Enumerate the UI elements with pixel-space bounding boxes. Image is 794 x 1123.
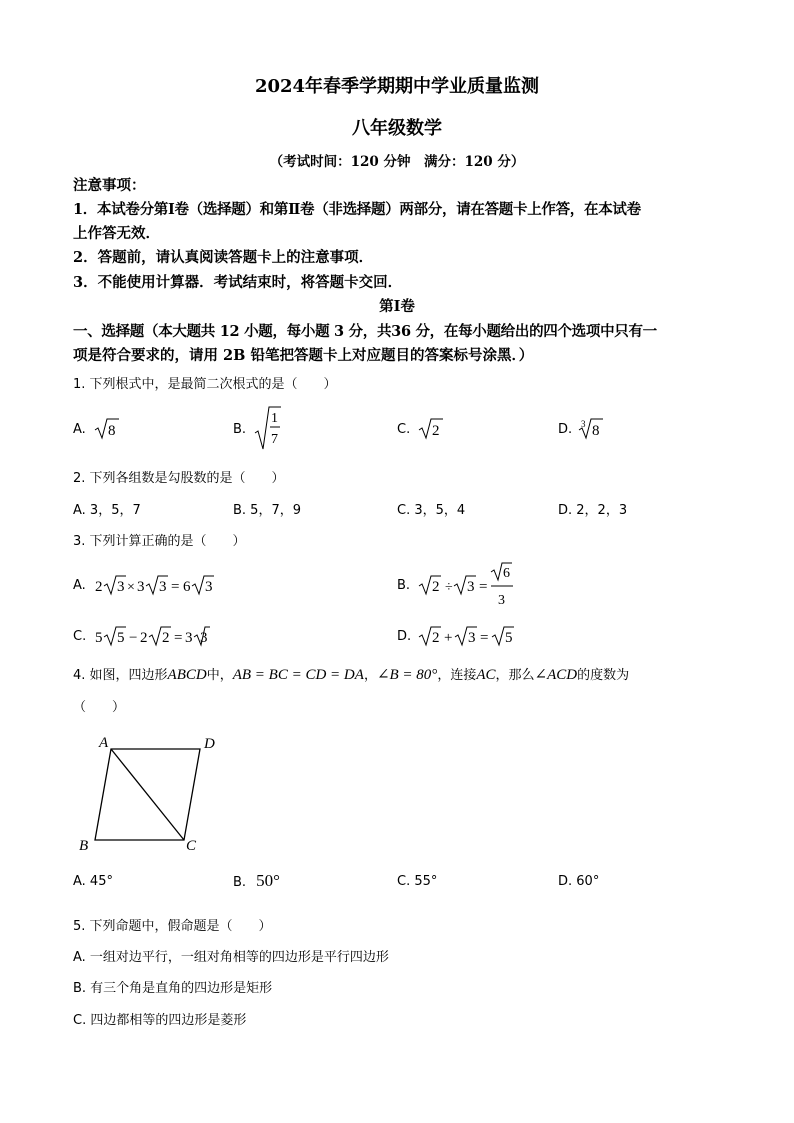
note-item-1: 1．本试卷分第Ⅰ卷（选择题）和第Ⅱ卷（非选择题）两部分，请在答题卡上作答，在本试卷 bbox=[73, 201, 641, 218]
q4-quad-name: ABCD bbox=[167, 667, 207, 683]
svg-text:5: 5 bbox=[505, 630, 513, 646]
q4-rhombus-figure bbox=[70, 730, 230, 858]
svg-text:=: = bbox=[480, 630, 489, 646]
q5-stem: 5. 下列命题中，假命题是（ ） bbox=[73, 919, 272, 934]
q3-option-c-label: C. bbox=[73, 629, 87, 644]
exam-info: （考试时间：120 分钟 满分：120 分） bbox=[269, 154, 525, 170]
q4-angle-acd: ∠ACD bbox=[534, 667, 578, 683]
q4-stem-mid3: ，那么 bbox=[495, 668, 535, 683]
q4-option-c: C. 55° bbox=[397, 874, 438, 889]
svg-text:+: + bbox=[444, 630, 453, 646]
volume-heading: 第Ⅰ卷 bbox=[379, 298, 415, 315]
q5-option-b: B. 有三个角是直角的四边形是矩形 bbox=[73, 981, 273, 996]
q2-stem: 2. 下列各组数是勾股数的是（ ） bbox=[73, 471, 285, 486]
svg-text:3: 3 bbox=[185, 630, 193, 646]
svg-text:3: 3 bbox=[205, 579, 213, 595]
q1-option-d-label: D. bbox=[558, 422, 573, 437]
svg-text:2: 2 bbox=[95, 579, 103, 595]
q3-option-b-expression bbox=[418, 562, 514, 608]
q4-equal-sides: AB = BC = CD = DA bbox=[232, 667, 364, 683]
note-item-1-cont: 上作答无效． bbox=[73, 225, 160, 242]
svg-text:8: 8 bbox=[108, 423, 116, 439]
q4-option-d: D. 60° bbox=[558, 874, 600, 889]
svg-text:2: 2 bbox=[162, 630, 170, 646]
q2-option-c: C. 3，5，4 bbox=[397, 503, 466, 518]
svg-text:3: 3 bbox=[117, 579, 125, 595]
svg-text:2: 2 bbox=[432, 630, 440, 646]
vertex-label-d: D bbox=[204, 736, 215, 752]
svg-text:1: 1 bbox=[271, 411, 278, 426]
q4-option-a: A. 45° bbox=[73, 874, 113, 889]
q1-option-d-radical bbox=[578, 417, 604, 441]
svg-text:2: 2 bbox=[432, 579, 440, 595]
q2-option-d: D. 2，2，3 bbox=[558, 503, 628, 518]
q1-option-a-label: A. bbox=[73, 422, 86, 437]
svg-text:3: 3 bbox=[137, 579, 145, 595]
svg-text:÷: ÷ bbox=[445, 580, 453, 595]
q4-stem bbox=[73, 664, 629, 684]
svg-text:3: 3 bbox=[581, 419, 586, 429]
q4-option-b-value: 50° bbox=[256, 871, 280, 890]
q4-diagonal-ac: AC bbox=[476, 667, 496, 683]
section-heading: 一、选择题（本大题共 12 小题，每小题 3 分，共36 分，在每小题给出的四个选项中只有一 bbox=[73, 323, 657, 340]
q1-option-b-radical bbox=[254, 405, 282, 451]
q2-option-a: A. 3，5，7 bbox=[73, 503, 141, 518]
svg-text:5: 5 bbox=[117, 630, 125, 646]
q3-option-d-expression bbox=[418, 624, 514, 650]
svg-text:2: 2 bbox=[432, 423, 440, 439]
q4-stem-end: 的度数为 bbox=[577, 668, 630, 683]
q2-option-b: B. 5，7，9 bbox=[233, 503, 301, 518]
svg-text:2: 2 bbox=[140, 630, 148, 646]
svg-text:=: = bbox=[171, 579, 180, 595]
q1-option-a-radical bbox=[94, 417, 120, 441]
note-item-3: 3．不能使用计算器．考试结束时，将答题卡交回． bbox=[73, 274, 403, 291]
svg-text:3: 3 bbox=[467, 579, 475, 595]
q4-separator: ， bbox=[363, 668, 377, 683]
q4-stem-pre: 4. 如图，四边形 bbox=[73, 668, 168, 683]
exam-subtitle: 八年级数学 bbox=[352, 118, 442, 139]
q1-option-c-label: C. bbox=[397, 422, 411, 437]
q4-angle-b: ∠B = 80° bbox=[376, 667, 438, 683]
svg-text:5: 5 bbox=[95, 630, 103, 646]
svg-text:3: 3 bbox=[159, 579, 167, 595]
q3-stem: 3. 下列计算正确的是（ ） bbox=[73, 534, 246, 549]
q3-option-d-label: D. bbox=[397, 629, 412, 644]
q5-option-a: A. 一组对边平行，一组对角相等的四边形是平行四边形 bbox=[73, 950, 389, 965]
vertex-label-c: C bbox=[186, 838, 197, 854]
svg-text:3: 3 bbox=[468, 630, 476, 646]
q1-option-c-radical bbox=[418, 417, 444, 441]
svg-text:8: 8 bbox=[592, 423, 600, 439]
q3-option-c-expression bbox=[94, 624, 210, 650]
section-heading-cont: 项是符合要求的，请用 2B 铅笔把答题卡上对应题目的答案标号涂黑．） bbox=[73, 347, 534, 364]
svg-text:3: 3 bbox=[200, 630, 208, 646]
q5-option-c: C. 四边都相等的四边形是菱形 bbox=[73, 1013, 247, 1028]
q3-option-a-expression bbox=[94, 573, 214, 599]
note-item-2: 2．答题前，请认真阅读答题卡上的注意事项． bbox=[73, 249, 374, 266]
q4-option-b-label: B. bbox=[233, 875, 247, 890]
exam-title: 2024年春季学期期中学业质量监测 bbox=[254, 76, 540, 97]
svg-text:×: × bbox=[127, 580, 135, 595]
q3-option-a-label: A. bbox=[73, 578, 86, 593]
q1-option-b-label: B. bbox=[233, 422, 247, 437]
svg-text:−: − bbox=[129, 630, 138, 646]
diagonal-ac bbox=[111, 749, 184, 840]
svg-text:6: 6 bbox=[503, 566, 510, 581]
svg-text:7: 7 bbox=[271, 432, 278, 447]
vertex-label-a: A bbox=[99, 735, 109, 751]
q4-answer-paren: （ ） bbox=[73, 700, 126, 715]
q1-stem: 1. 下列根式中，是最简二次根式的是（ ） bbox=[73, 377, 337, 392]
q4-stem-mid1: 中， bbox=[206, 668, 233, 683]
svg-text:3: 3 bbox=[498, 593, 505, 608]
q4-stem-mid2: ，连接 bbox=[437, 668, 477, 683]
vertex-label-b: B bbox=[79, 838, 89, 854]
svg-text:=: = bbox=[174, 630, 183, 646]
q3-option-b-label: B. bbox=[397, 578, 411, 593]
q4-option-b bbox=[233, 871, 280, 891]
svg-text:=: = bbox=[479, 579, 488, 595]
svg-text:6: 6 bbox=[183, 579, 191, 595]
notes-heading: 注意事项： bbox=[73, 177, 146, 194]
